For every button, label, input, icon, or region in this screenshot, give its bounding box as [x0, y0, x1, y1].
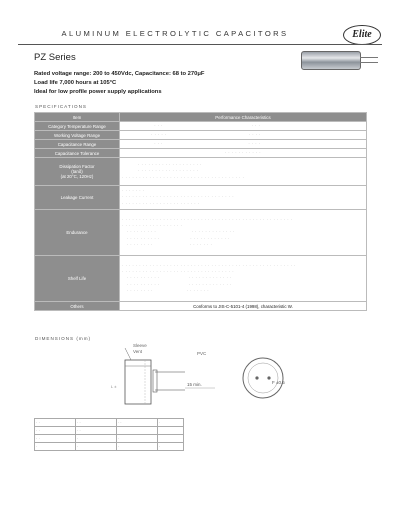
row-capacitance-tolerance: Capacitance Tolerance — [35, 149, 120, 158]
col-performance-header: Performance Characteristics — [120, 113, 367, 122]
value-shelf-life: · · · · · · · · · · · · · · · · · · · · · · · · · · · · · · · · · · · · · · · · · · · · · · · · · · · · · · · · · · · · · · · · · · · · · · · · · · · · · · · · · · · · · · · · · · · · · · · · · · · · · · · · · · · · · · · · · · · · · · · · · · · · · · · · · · · · · · · · · · · · · · · · · — [120, 256, 367, 302]
rubber-seal — [153, 370, 157, 392]
series-title: PZ Series — [34, 52, 76, 63]
dim-cell: · · — [75, 419, 116, 427]
df-label: Dissipation Factor — [59, 164, 95, 169]
value-category-temperature: · · · · · · — [120, 122, 367, 131]
end-lead-1 — [255, 376, 258, 379]
sleeve-leader — [125, 348, 131, 360]
dim-cell: · — [157, 419, 183, 427]
feature-applications: Ideal for low profile power supply applications — [34, 89, 162, 95]
specifications-table — [34, 112, 367, 311]
dim-cell: · — [75, 443, 116, 451]
length-dim-glyph: L ± — [111, 384, 117, 389]
dim-cell: · — [75, 435, 116, 443]
end-view-inner — [248, 363, 278, 393]
capacitor-body-outline — [125, 360, 151, 404]
dim-cell — [157, 435, 183, 443]
dim-cell: · — [157, 443, 183, 451]
row-endurance: Endurance — [35, 210, 120, 256]
value-capacitance-tolerance: · · · · · · · · · · · — [120, 149, 367, 158]
dim-cell: · · — [35, 435, 76, 443]
pitch-label: F ±0.5 — [272, 380, 285, 385]
dim-cell: · — [116, 435, 157, 443]
lead-length-label: 15 min. — [187, 382, 202, 387]
pvc-callout: PVC — [197, 351, 207, 356]
row-others: Others — [35, 302, 120, 311]
sleeve-callout: Sleeve — [133, 343, 147, 348]
df-sub-tan: (tanδ) — [71, 169, 83, 174]
row-category-temperature: Category Temperature Range — [35, 122, 120, 131]
capacitor-photo — [301, 51, 361, 70]
value-endurance: · · · · · · · · · · · · · · · · · · · · · · · · · · · · · · · · · · · · · · · · · · · · · · · · · · · · · · · · · · · · · · · · · · · · · · · · · · · · · · · · · · · · · · · · · · · · · · · · · · · · · · · · · · · · · · · · · · · · · · · · · · · · · · · — [120, 210, 367, 256]
specifications-label: SPECIFICATIONS — [35, 104, 87, 109]
end-lead-2 — [267, 376, 270, 379]
dim-cell — [157, 427, 183, 435]
row-shelf-life: Shelf Life — [35, 256, 120, 302]
dim-cell: · — [116, 443, 157, 451]
value-dissipation-factor: · · · · · · · · · · · · · · · · · · · · · · · · · · · · · · · · · · · · · · · · · · · · · · · · · · · · · · · · · · · · · · · · · · · · · · · · · — [120, 158, 367, 186]
header-divider — [18, 44, 382, 45]
row-capacitance-range: Capacitance Range — [35, 140, 120, 149]
col-item-header: Item — [35, 113, 120, 122]
feature-load-life: Load life 7,000 hours at 105°C — [34, 80, 117, 86]
dim-cell: · — [35, 443, 76, 451]
dimension-drawing — [85, 340, 315, 412]
df-sub-conditions: (at 20°C, 120Hz) — [60, 174, 94, 179]
value-leakage-current: · · · · · · · · · · · · · · · · · · · · · · · · · · · · · · · · · · · · · · · · · · · · · · · · · · · · · · · · · · · · · · · — [120, 186, 367, 210]
row-dissipation-factor — [35, 158, 120, 186]
dim-cell: · · — [75, 427, 116, 435]
value-capacitance-range: · · · · · · · — [120, 140, 367, 149]
dim-cell: · · — [35, 427, 76, 435]
value-working-voltage: · · · · · · · · · — [120, 131, 367, 140]
end-view-outer — [243, 358, 283, 398]
feature-voltage: Rated voltage range: 200 to 450Vdc, Capacitance: 68 to 270μF — [34, 71, 205, 77]
value-others: Conforms to JIS-C-5101-4 (1998), characteristic W. — [120, 302, 367, 311]
dimension-table — [34, 418, 184, 451]
brand-logo: Elite — [343, 25, 381, 45]
dimensions-label: DIMENSIONS (mm) — [35, 336, 92, 341]
dim-cell: · · — [116, 419, 157, 427]
row-leakage-current: Leakage Current — [35, 186, 120, 210]
dim-cell: · · — [35, 419, 76, 427]
row-working-voltage: Working Voltage Range — [35, 131, 120, 140]
header-title: ALUMINUM ELECTROLYTIC CAPACITORS — [61, 29, 289, 38]
dim-cell — [116, 427, 157, 435]
vent-callout: Vent — [133, 349, 143, 354]
